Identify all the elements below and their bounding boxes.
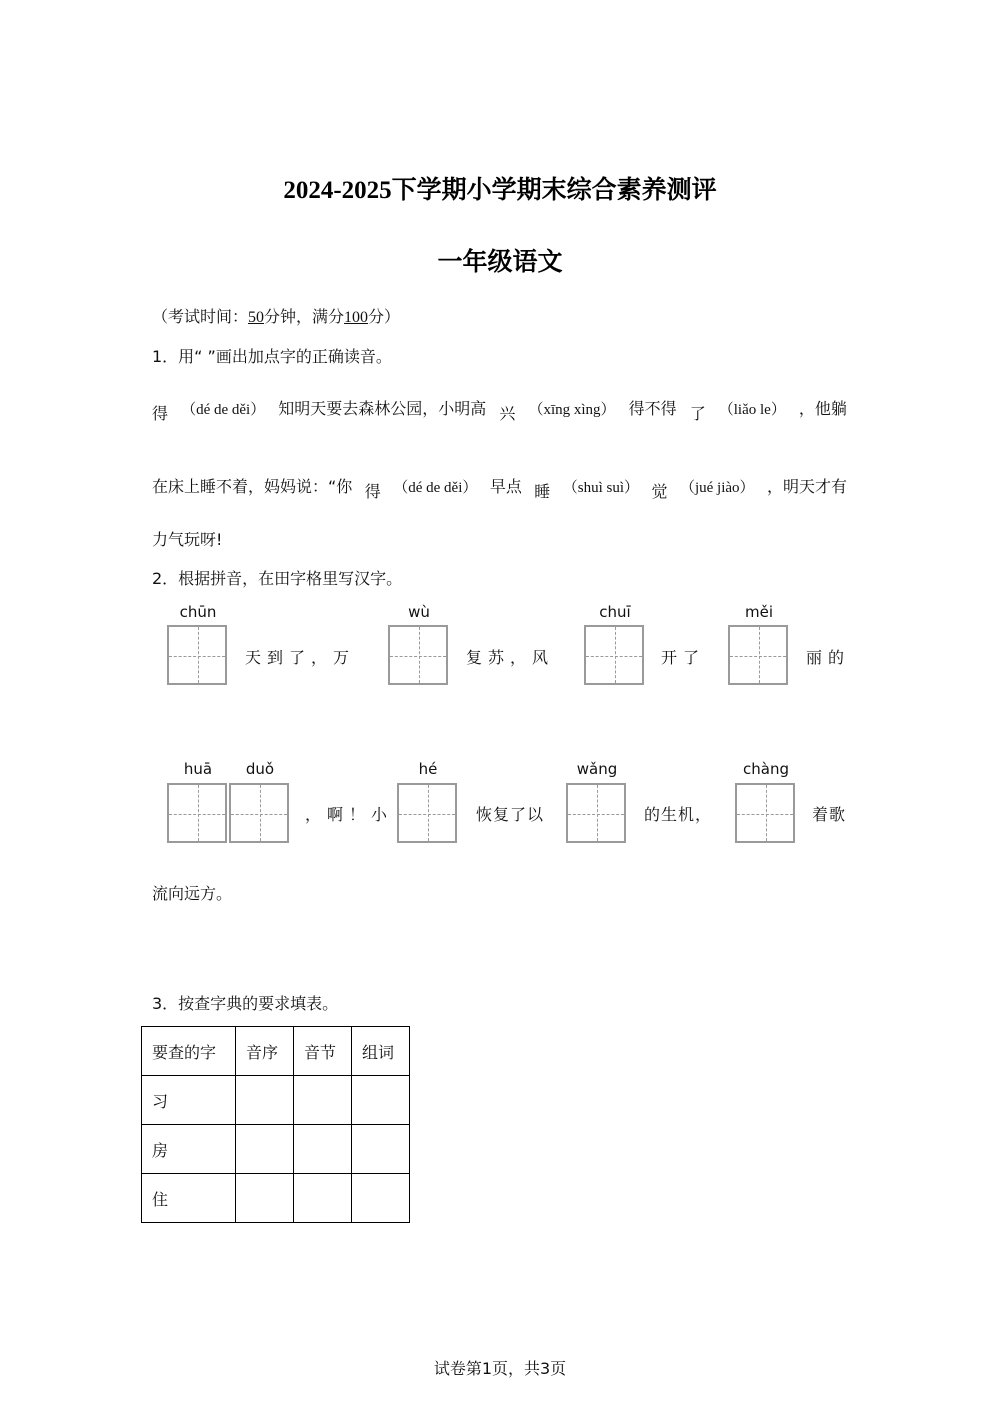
q1-pinyin-options: （dé de děi） [393, 480, 478, 496]
table-header-cell: 音序 [236, 1027, 294, 1076]
tianzige-box[interactable] [229, 783, 289, 843]
tianzige-box[interactable] [566, 783, 626, 843]
tianzige-box[interactable] [167, 783, 227, 843]
table-row [142, 1174, 410, 1223]
q2-text: 天到了，万 [245, 648, 356, 667]
pinyin-label: huā [183, 760, 213, 778]
table-char-cell: 习 [142, 1076, 236, 1125]
tianzige-box[interactable] [735, 783, 795, 843]
q1-text: 知明天要去森林公园，小明高 [278, 399, 487, 418]
tianzige-box[interactable] [388, 625, 448, 685]
q1-char-xing: 兴 [499, 404, 516, 423]
exam-info-prefix: （考试时间： [152, 307, 249, 326]
q1-char-de: 得 [152, 404, 169, 423]
q1-pinyin-options: （dé de děi） [181, 402, 266, 418]
tianzige-box[interactable] [167, 625, 227, 685]
q1-text: 在床上睡不着，妈妈说：“你 [152, 477, 353, 496]
pinyin-label: hé [418, 760, 438, 778]
table-char-cell: 房 [142, 1125, 236, 1174]
full-score: 100 [344, 309, 369, 326]
q1-char-de: 得 [364, 482, 381, 501]
table-row [142, 1076, 410, 1125]
pinyin-label: wù [408, 603, 430, 621]
q1-pinyin-options: （liǎo le） [718, 402, 786, 418]
exam-time: 50 [248, 309, 265, 326]
pinyin-label: wǎng [576, 760, 618, 778]
q1-text: ，他躺 [798, 399, 847, 418]
exam-subtitle: 一年级语文 [437, 249, 563, 276]
table-char-cell: 住 [142, 1174, 236, 1223]
exam-info [152, 304, 400, 327]
page-footer: 试卷第1页，共3页 [433, 1359, 567, 1378]
q1-pinyin-options: （shuì suì） [562, 480, 640, 496]
answer-cell[interactable] [352, 1076, 410, 1125]
q1-char-shui: 睡 [534, 482, 551, 501]
answer-cell[interactable] [236, 1125, 294, 1174]
q1-pinyin-options: （xīng xìng） [528, 402, 616, 418]
table-header-cell: 组词 [352, 1027, 410, 1076]
table-header-cell: 要查的字 [142, 1027, 236, 1076]
tianzige-box[interactable] [728, 625, 788, 685]
q2-text: 复苏，风 [466, 648, 555, 667]
q1-text: 得不得 [628, 399, 677, 418]
pinyin-label: duǒ [245, 760, 275, 778]
pinyin-label: chuī [599, 603, 631, 621]
table-header-row [142, 1027, 410, 1076]
pinyin-label: chūn [179, 603, 217, 621]
answer-cell[interactable] [294, 1125, 352, 1174]
dictionary-table [141, 1026, 410, 1223]
answer-cell[interactable] [236, 1174, 294, 1223]
pinyin-label: měi [744, 603, 773, 621]
q1-line-1 [152, 396, 847, 423]
q2-prompt: 2．根据拼音，在田字格里写汉字。 [152, 569, 403, 588]
answer-cell[interactable] [294, 1174, 352, 1223]
q1-char-le: 了 [689, 404, 706, 423]
q2-text: 开了 [661, 648, 706, 667]
q1-pinyin-options: （jué jiào） [679, 480, 755, 496]
q1-char-jiao: 觉 [651, 482, 668, 501]
exam-info-suffix: 分） [368, 307, 401, 326]
q2-text: 丽的 [806, 648, 851, 667]
table-header-cell: 音节 [294, 1027, 352, 1076]
q1-line-3: 力气玩呀! [152, 530, 223, 549]
q1-prompt: 1．用“ ”画出加点字的正确读音。 [152, 347, 392, 366]
answer-cell[interactable] [294, 1076, 352, 1125]
answer-cell[interactable] [236, 1076, 294, 1125]
q2-text: 恢复了以 [476, 805, 545, 824]
q2-text: 的生机， [644, 805, 713, 824]
exam-title: 2024-2025下学期小学期末综合素养测评 [283, 177, 717, 204]
q2-text: 着歌 [812, 805, 847, 824]
answer-cell[interactable] [352, 1125, 410, 1174]
q1-text: 早点 [489, 477, 522, 496]
answer-cell[interactable] [352, 1174, 410, 1223]
pinyin-label: chàng [743, 760, 789, 778]
q2-text: ，啊！小 [305, 805, 394, 824]
q2-tail: 流向远方。 [152, 884, 233, 903]
tianzige-box[interactable] [584, 625, 644, 685]
table-row [142, 1125, 410, 1174]
q1-text: ，明天才有 [766, 477, 847, 496]
q1-line-2 [152, 474, 847, 501]
exam-info-mid: 分钟，满分 [264, 307, 345, 326]
tianzige-box[interactable] [397, 783, 457, 843]
q3-prompt: 3．按查字典的要求填表。 [152, 994, 339, 1013]
